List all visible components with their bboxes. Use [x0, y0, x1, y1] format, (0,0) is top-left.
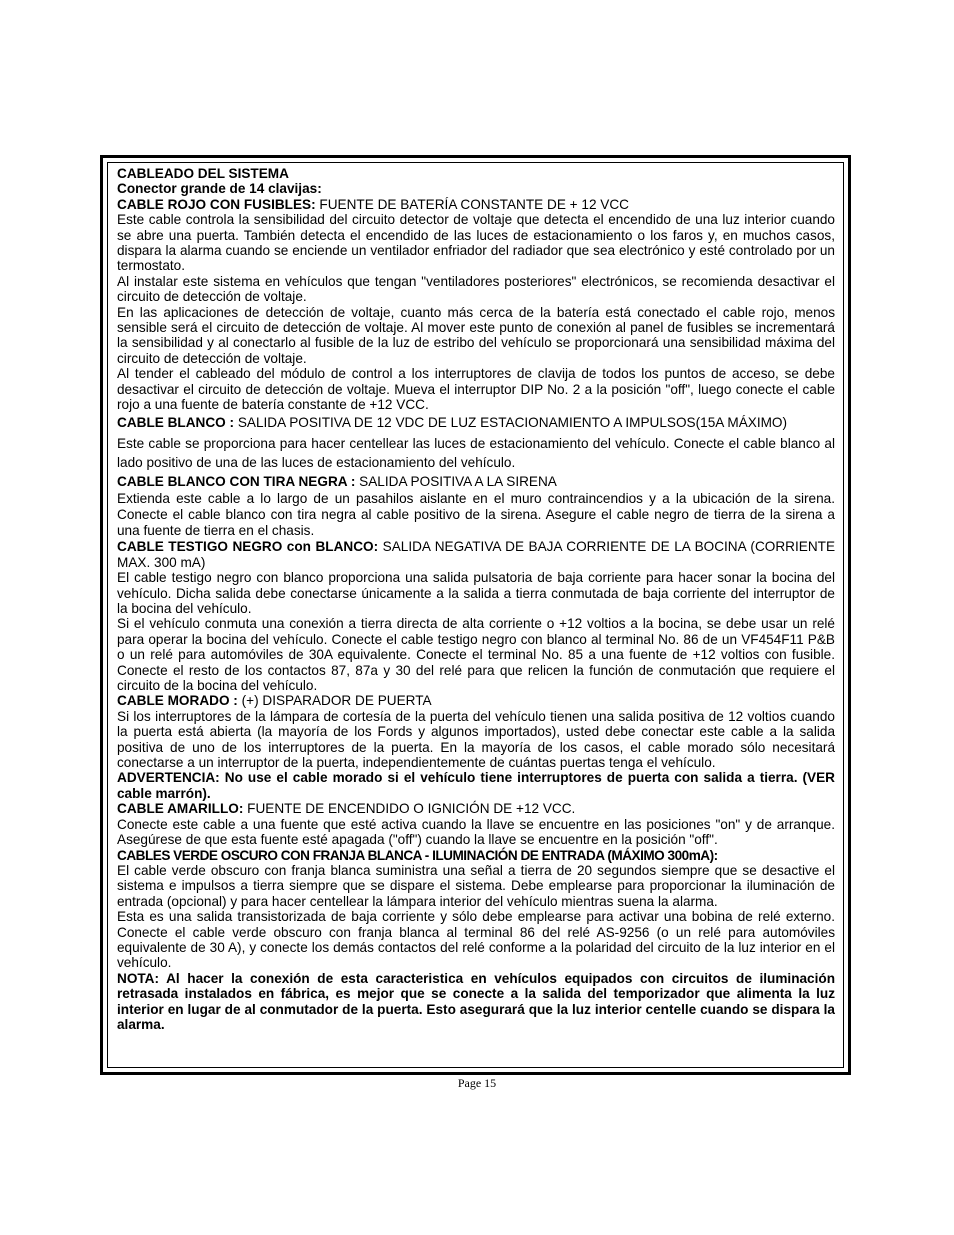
red-wire-paragraph: En las aplicaciones de detección de voltaje, cuanto más cerca de la batería está conectado el cable rojo, menos sensible será el circuito de detección de voltaje. Al mover este punto de conexión al panel de fusibles se incrementará la sensibilidad y al conectarlo al fusible de la luz de estribo del vehículo se proporcionará una sensibilidad máxima del circuito de detección de voltaje.: [117, 304, 835, 366]
red-wire-paragraph: Al instalar este sistema en vehículos que tengan "ventiladores posteriores" electrónicos, se recomienda desactivar el circuito de detección de voltaje.: [117, 273, 835, 305]
yellow-wire-label: CABLE AMARILLO:: [117, 801, 244, 817]
violet-wire-label: CABLE MORADO :: [117, 693, 238, 709]
violet-wire-warning: ADVERTENCIA: No use el cable morado si el vehículo tiene interruptores de puerta con salida a tierra. (VER cable marrón).: [117, 770, 835, 801]
wiring-section: [117, 166, 835, 1032]
violet-wire-paragraph: Si los interruptores de la lámpara de cortesía de la puerta del vehículo tienen una salida positiva de 12 voltios cuando la puerta está abierta (la mayoría de los Fords y algunos importados), usted debe conectar este cable a la salida positiva de uno de los interruptores de la puerta. En la mayoría de los casos, el cable morado sólo necesitará conectarse a un interruptor de la puerta, independientemente de cuántas puertas tenga el vehículo.: [117, 708, 835, 771]
red-wire-label: CABLE ROJO CON FUSIBLES:: [117, 196, 316, 212]
violet-wire-heading: [117, 693, 835, 708]
connector-heading: Conector grande de 14 clavijas:: [117, 181, 322, 197]
green-white-wire-paragraph: Esta es una salida transistorizada de baja corriente y sólo debe emplearse para activar una bobina de relé externo. Conecte el cable verde obscuro con franja blanca al terminal 86 del relé AS-9256 (o un relé para automóviles equivalente de 30 A), y conecte los demás contactos del relé conforme a la polaridad del circuito de la luz interior en el vehículo.: [117, 909, 835, 971]
green-white-wire-paragraph: El cable verde obscuro con franja blanca suministra una señal a tierra de 20 segundos siempre que se desactive el sistema e impulsos a tierra siempre que se dispare el sistema. Debe emplearse para proporcionar la iluminación de entrada (opcional) y para hacer centellear la lámpara interior del vehículo mientras suena la alarma.: [117, 862, 835, 909]
black-white-wire-paragraph: El cable testigo negro con blanco proporciona una salida pulsatoria de baja corriente para hacer sonar la bocina del vehículo. Dicha salida debe conectarse únicamente a la salida a tierra conmutada de baja corriente del interruptor de la bocina del vehículo.: [117, 570, 835, 617]
yellow-wire-desc: FUENTE DE ENCENDIDO O IGNICIÓN DE +12 VCC.: [243, 801, 576, 817]
green-white-wire-heading: CABLES VERDE OSCURO CON FRANJA BLANCA - ILUMINACIÓN DE ENTRADA (MÁXIMO 300mA):: [117, 847, 718, 863]
white-wire-heading: [117, 413, 835, 432]
black-white-wire-label: CABLE TESTIGO NEGRO con BLANCO:: [117, 539, 379, 555]
violet-wire-desc: (+) DISPARADOR DE PUERTA: [237, 693, 432, 709]
red-wire-paragraph: Este cable controla la sensibilidad del circuito detector de voltaje que detecta el encendido de una luz interior cuando se abre una puerta. También detecta el encendido de las luces de estacionamiento o los faros y, en muchos casos, dispara la alarma cuando se enciende un ventilador enfriador del radiador que sea electrónico y esté controlado por un termostato.: [117, 212, 835, 274]
white-black-wire-paragraph: Extienda este cable a lo largo de un pasahilos aislante en el muro contraincendios y a la ubicación de la sirena. Conecte el cable blanco con tira negra al cable positivo de la sirena. Asegure el cable negro de tierra de la sirena a una fuente de tierra en el chasis.: [117, 490, 835, 539]
white-wire-desc: SALIDA POSITIVA DE 12 VDC DE LUZ ESTACIONAMIENTO A IMPULSOS(15A MÁXIMO): [234, 414, 788, 430]
white-black-wire-heading: [117, 472, 835, 491]
green-white-wire-note: NOTA: Al hacer la conexión de esta caracteristica en vehículos equipados con circuitos de iluminación retrasada instalados en fábrica, es mejor que se conecte a la salida del temporizador que alimenta la luz interior en lugar de al conmutador de la puerta. Esto asegurará que la luz interior centelle cuando se dispara la alarma.: [117, 970, 835, 1032]
page-number: Page 15: [457, 1076, 497, 1090]
black-white-wire-paragraph: Si el vehículo conmuta una conexión a tierra directa de alta corriente o +12 voltios a la bocina, se debe usar un relé para operar la bocina del vehículo. Conecte el cable testigo negro con blanco al terminal No. 86 de un VF454F11 P&B o un relé para automóviles de 30A equivalente. Conecte el terminal No. 85 a una fuente de +12 voltios con fusible. Conecte el resto de los contactos 87, 87a y 30 del relé para que relicen la función de conmutación que requiere el circuito de la bocina del vehículo.: [117, 616, 835, 694]
red-wire-paragraph: Al tender el cableado del módulo de control a los interruptores de clavija de todos los puntos de acceso, se debe desactivar el circuito de detección de voltaje. Mueva el interruptor DIP No. 2 a la posición "off", luego conecte el cable rojo a una fuente de batería constante de +12 VCC.: [117, 366, 835, 413]
yellow-wire-heading: [117, 801, 835, 816]
yellow-wire-paragraph: Conecte este cable a una fuente que esté activa cuando la llave se encuentre en las posiciones "on" y de arranque. Asegúrese de que esta fuente esté apagada ("off") cuando la llave se encuentre en la posición "off".: [117, 816, 835, 848]
black-white-wire-heading: [117, 539, 835, 570]
red-wire-desc: FUENTE DE BATERÍA CONSTANTE DE + 12 VCC: [315, 196, 629, 212]
white-black-wire-desc: SALIDA POSITIVA A LA SIRENA: [355, 473, 557, 489]
white-black-wire-label: CABLE BLANCO CON TIRA NEGRA :: [117, 473, 356, 489]
red-wire-heading: [117, 197, 835, 212]
section-title: CABLEADO DEL SISTEMA: [117, 166, 289, 181]
white-wire-label: CABLE BLANCO :: [117, 414, 235, 430]
black-white-wire-desc: SALIDA NEGATIVA DE BAJA CORRIENTE DE LA BOCINA (CORRIENTE MAX. 300 mA): [117, 539, 836, 570]
white-wire-paragraph: Este cable se proporciona para hacer centellear las luces de estacionamiento del vehículo. Conecte el cable blanco al lado positivo de una de las luces de estacionamiento del vehículo.: [117, 435, 835, 470]
